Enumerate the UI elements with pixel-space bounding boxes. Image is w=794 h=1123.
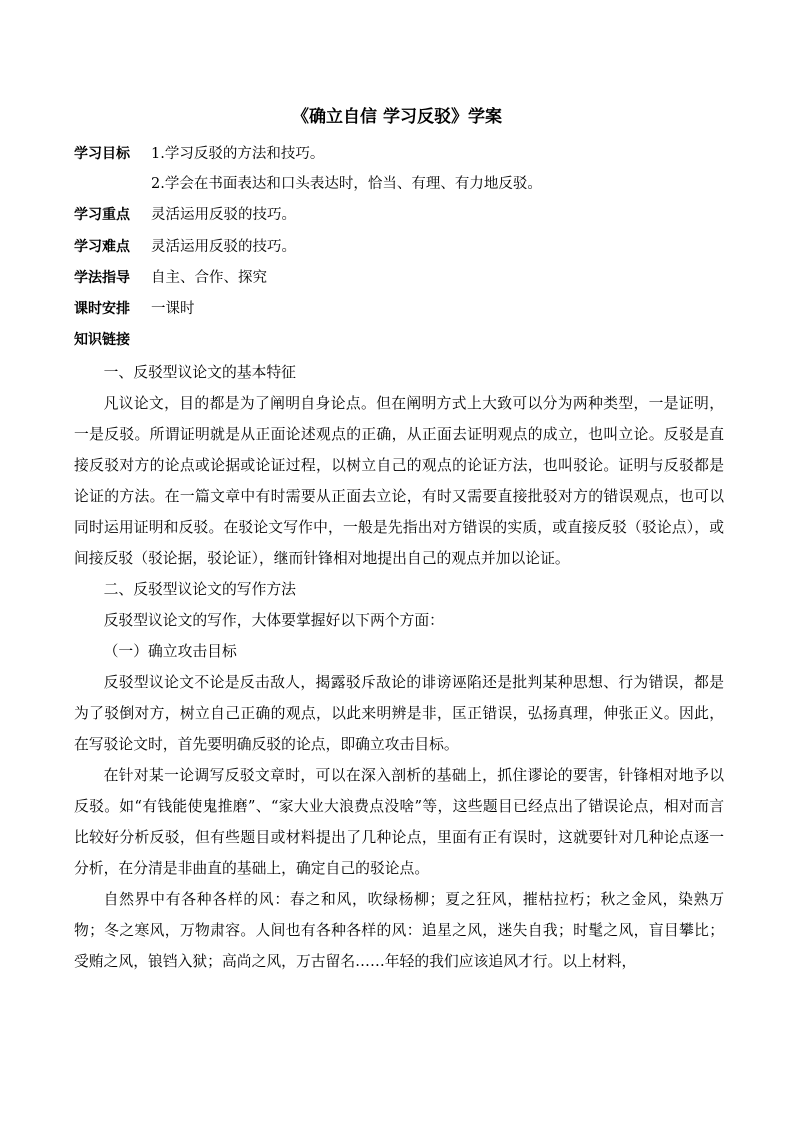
learning-goal-item-2: 2.学会在书面表达和口头表达时，恰当、有理、有力地反驳。 xyxy=(151,176,542,192)
study-method-label: 学法指导 xyxy=(74,270,130,286)
paragraph-3: 反驳型议论文不论是反击敌人，揭露驳斥敌论的诽谤诬陷还是批判某种思想、行为错误，都是为了驳倒对方，树立自己正确的观点，以此来明辨是非，匡正错误，弘扬真理，伸张正义。因此，在写驳论文时，首先要明确反驳的论点，即确立攻击目标。 xyxy=(74,674,724,753)
learning-goal-label: 学习目标 xyxy=(74,146,130,162)
study-method-row xyxy=(74,263,734,293)
paragraph-1: 凡议论文，目的都是为了阐明自身论点。但在阐明方式上大致可以分为两种类型，一是证明，一是反驳。所谓证明就是从正面论述观点的正确，从正面去证明观点的成立，也叫立论。反驳是直接反驳对方的论点或论据或论证过程，以树立自己的观点的论证方法，也叫驳论。证明与反驳都是论证的方法。在一篇文章中有时需要从正面去立论，有时又需要直接批驳对方的错误观点，也可以同时运用证明和反驳。在驳论文写作中，一般是先指出对方错误的实质，或直接反驳（驳论点），或间接反驳（驳论据，驳论证），继而针锋相对地提出自己的观点并加以论证。 xyxy=(74,395,724,567)
class-schedule-label: 课时安排 xyxy=(74,301,130,317)
knowledge-link-row xyxy=(74,325,734,355)
subsection-heading-1: （一）确立攻击目标 xyxy=(103,643,237,660)
section-heading-1: 一、反驳型议论文的基本特征 xyxy=(103,364,296,381)
document-title: 《确立自信 学习反驳》学案 xyxy=(292,107,502,127)
paragraph-2: 反驳型议论文的写作，大体要掌握好以下两个方面： xyxy=(103,612,444,629)
learning-focus-row xyxy=(74,200,734,230)
knowledge-link-label: 知识链接 xyxy=(74,332,130,348)
learning-difficulty-label: 学习难点 xyxy=(74,239,130,255)
learning-goal-row-2 xyxy=(74,169,734,199)
learning-goal-row xyxy=(74,139,734,169)
section-heading-2: 二、反驳型议论文的写作方法 xyxy=(103,581,296,598)
paragraph-5: 自然界中有各种各样的风：春之和风，吹绿杨柳；夏之狂风，摧枯拉朽；秋之金风，染熟万物；冬之寒风，万物肃容。人间也有各种各样的风：追星之风，迷失自我；时髦之风，盲目攀比；受贿之风，锒铛入狱；高尚之风，万古留名……年轻的我们应该追风才行。以上材料， xyxy=(74,891,724,970)
document-body xyxy=(74,357,724,977)
learning-focus-label: 学习重点 xyxy=(74,207,130,223)
learning-difficulty-value: 灵活运用反驳的技巧。 xyxy=(151,239,296,255)
study-method-value: 自主、合作、探究 xyxy=(151,270,267,286)
paragraph-4: 在针对某一论调写反驳文章时，可以在深入剖析的基础上，抓住谬论的要害，针锋相对地予以反驳。如“有钱能使鬼推磨”、“家大业大浪费点没啥”等，这些题目已经点出了错误论点，相对而言比较好分析反驳，但有些题目或材料提出了几种论点，里面有正有误时，这就要针对几种论点逐一分析，在分清是非曲直的基础上，确定自己的驳论点。 xyxy=(74,767,724,877)
learning-goal-item-1: 1.学习反驳的方法和技巧。 xyxy=(151,146,325,162)
class-schedule-value: 一课时 xyxy=(151,301,195,317)
learning-difficulty-row xyxy=(74,232,734,262)
class-schedule-row xyxy=(74,294,734,324)
learning-focus-value: 灵活运用反驳的技巧。 xyxy=(151,207,296,223)
